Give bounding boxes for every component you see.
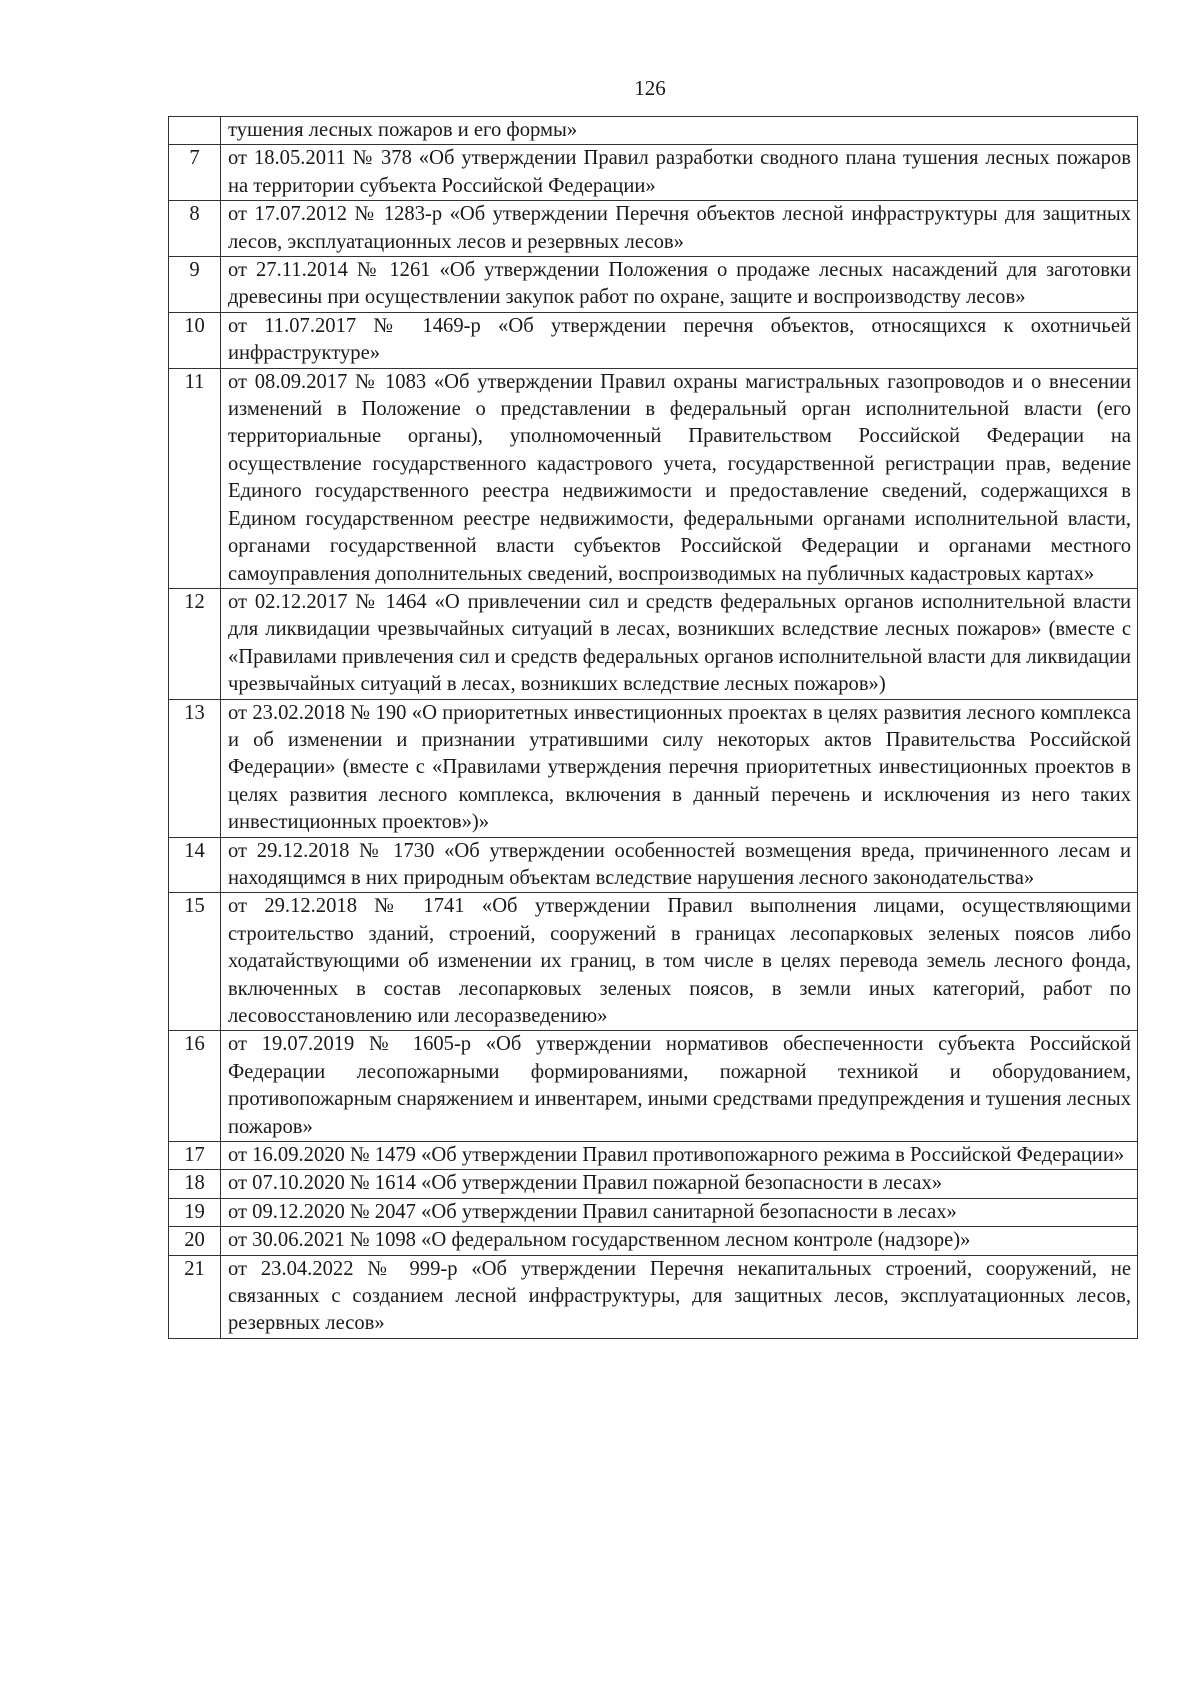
row-text: от 09.12.2020 № 2047 «Об утверждении Правил санитарной безопасности в лесах» [221, 1198, 1138, 1226]
regulations-table-body [169, 117, 1138, 1339]
row-number: 21 [169, 1255, 221, 1338]
row-text: от 02.12.2017 № 1464 «О привлечении сил и средств федеральных органов исполнительной власти для ликвидации чрезвычайных ситуаций в лесах, возникших вследствие лесных пожаров» (вместе с «Правилами привлечения сил и средств федеральных органов исполнительной власти для ликвидации чрезвычайных ситуаций в лесах, возникших вследствие лесных пожаров») [221, 588, 1138, 699]
table-row [169, 893, 1138, 1031]
row-number: 13 [169, 699, 221, 837]
table-row [169, 368, 1138, 588]
row-number [169, 117, 221, 145]
row-number: 11 [169, 368, 221, 588]
row-text: от 29.12.2018 № 1741 «Об утверждении Правил выполнения лицами, осуществляющими строительство зданий, строений, сооружений в границах лесопарковых зеленых поясов либо ходатайствующими об изменении их границ, в том числе в целях перевода земель лесного фонда, включенных в состав лесопарковых зеленых поясов, в земли иных категорий, работ по лесовосстановлению или лесоразведению» [221, 893, 1138, 1031]
row-number: 14 [169, 837, 221, 893]
table-row [169, 837, 1138, 893]
row-text: от 18.05.2011 № 378 «Об утверждении Правил разработки сводного плана тушения лесных пожаров на территории субъекта Российской Федерации» [221, 145, 1138, 201]
table-row [169, 1170, 1138, 1198]
table-row [169, 1198, 1138, 1226]
row-number: 15 [169, 893, 221, 1031]
row-text: от 23.02.2018 № 190 «О приоритетных инвестиционных проектах в целях развития лесного комплекса и об изменении и признании утратившими силу некоторых актов Правительства Российской Федерации» (вместе с «Правилами утверждения перечня приоритетных инвестиционных проектов в целях развития лесного комплекса, включения в данный перечень и исключения из него таких инвестиционных проектов»)» [221, 699, 1138, 837]
row-text: от 30.06.2021 № 1098 «О федеральном государственном лесном контроле (надзоре)» [221, 1227, 1138, 1255]
table-row [169, 312, 1138, 368]
row-number: 10 [169, 312, 221, 368]
row-number: 17 [169, 1142, 221, 1170]
table-row [169, 699, 1138, 837]
table-row [169, 145, 1138, 201]
table-row [169, 1142, 1138, 1170]
regulations-table [168, 116, 1138, 1339]
page-number: 126 [634, 76, 666, 100]
table-row [169, 201, 1138, 257]
row-number: 16 [169, 1031, 221, 1142]
row-text: от 29.12.2018 № 1730 «Об утверждении особенностей возмещения вреда, причиненного лесам и находящимся в них природным объектам вследствие нарушения лесного законодательства» [221, 837, 1138, 893]
row-text: от 11.07.2017 № 1469-р «Об утверждении перечня объектов, относящихся к охотничьей инфраструктуре» [221, 312, 1138, 368]
row-text: от 07.10.2020 № 1614 «Об утверждении Правил пожарной безопасности в лесах» [221, 1170, 1138, 1198]
row-text: от 23.04.2022 № 999-р «Об утверждении Перечня некапитальных строений, сооружений, не связанных с созданием лесной инфраструктуры, для защитных лесов, эксплуатационных лесов, резервных лесов» [221, 1255, 1138, 1338]
table-row [169, 1031, 1138, 1142]
table-row [169, 257, 1138, 313]
row-text: от 17.07.2012 № 1283-р «Об утверждении Перечня объектов лесной инфраструктуры для защитных лесов, эксплуатационных лесов и резервных лесов» [221, 201, 1138, 257]
row-number: 12 [169, 588, 221, 699]
row-text: от 16.09.2020 № 1479 «Об утверждении Правил противопожарного режима в Российской Федерации» [221, 1142, 1138, 1170]
row-number: 9 [169, 257, 221, 313]
row-text: от 27.11.2014 № 1261 «Об утверждении Положения о продаже лесных насаждений для заготовки древесины при осуществлении закупок работ по охране, защите и воспроизводству лесов» [221, 257, 1138, 313]
row-text: от 19.07.2019 № 1605-р «Об утверждении нормативов обеспеченности субъекта Российской Федерации лесопожарными формированиями, пожарной техникой и оборудованием, противопожарным снаряжением и инвентарем, иными средствами предупреждения и тушения лесных пожаров» [221, 1031, 1138, 1142]
row-number: 19 [169, 1198, 221, 1226]
table-row [169, 1255, 1138, 1338]
table-row [169, 1227, 1138, 1255]
row-number: 7 [169, 145, 221, 201]
row-text: тушения лесных пожаров и его формы» [221, 117, 1138, 145]
table-row [169, 588, 1138, 699]
row-number: 18 [169, 1170, 221, 1198]
row-number: 20 [169, 1227, 221, 1255]
table-row [169, 117, 1138, 145]
row-text: от 08.09.2017 № 1083 «Об утверждении Правил охраны магистральных газопроводов и о внесении изменений в Положение о представлении в федеральный орган исполнительной власти (его территориальные органы), уполномоченный Правительством Российской Федерации на осуществление государственного кадастрового учета, государственной регистрации прав, ведение Единого государственного реестра недвижимости и предоставление сведений, содержащихся в Едином государственном реестре недвижимости, федеральными органами исполнительной власти, органами государственной власти субъектов Российской Федерации и органами местного самоуправления дополнительных сведений, воспроизводимых на публичных кадастровых картах» [221, 368, 1138, 588]
row-number: 8 [169, 201, 221, 257]
